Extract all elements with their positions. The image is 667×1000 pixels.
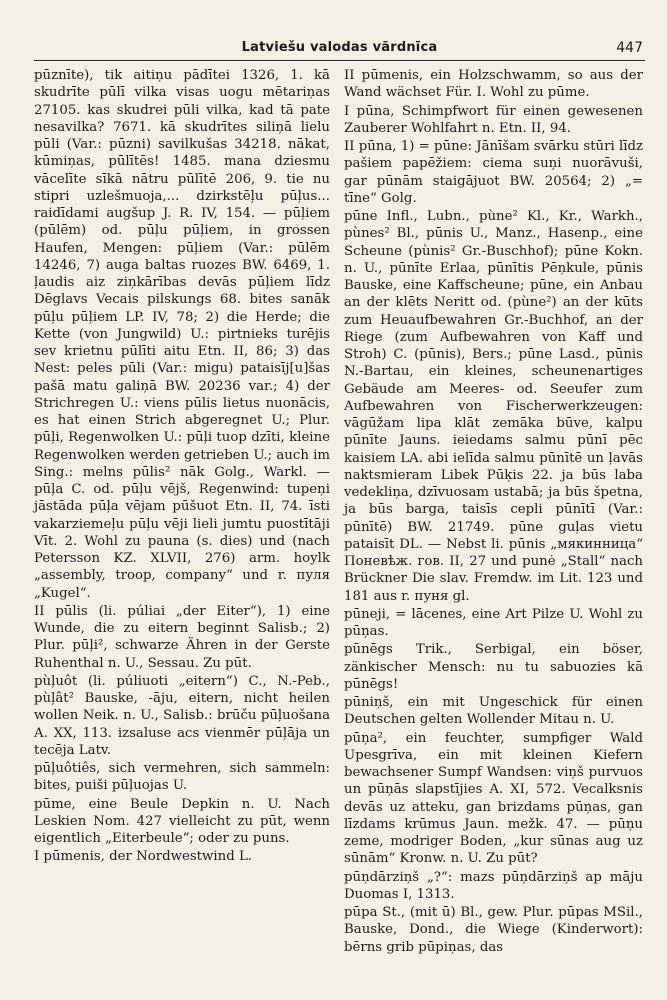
entry-text: II pūmenis, ein Holzschwamm, so aus der Wand wächset Für. I. Wohl zu pūme. — [344, 68, 643, 101]
entry-text: pūne Infl., Lubn., pùne² Kl., Kr., Warkh., pùnes² Bl., pūnis U., Manz., Hasenp., eine Scheune (pùnis² Gr.-Buschhof); pūne Kokn. n. U., pūnīte Erlaa, pūnītis Pēņkule, pūnis Bauske, eine Kaffscheune; pūne, ein Anbau an der klēts Neritt od. (pùne²) an der kūts zum Heuaufbewahren Gr.-Buchhof, an der Riege (zum Aufbewahren von Kaff und Stroh) C. (pūnis), Bers.; pūne Lasd., pūnis N.-Bartau, ein kleines, scheunenartiges Gebäude am Meeres- od. Seeufer zum Aufbewahren von Fischerwerkzeugen: vāgūžam lipa klāt zemāka būve, kalpu pūnīte Jauns. ieiedams salmu pūnī pēc kaisiem LA. abi ielīda salmu pūnītē un ļavās naktsmieram Libek Pūķis 22. ja būs laba vedekliņa, dzīvuosam ustabā; ja būs špetna, ja būs barga, taisīs cepli pūnītī (Var.: pūnītē) BW. 21749. pūne guļas vietu pataisīt DL. — Nebst li. pūnis „мякинница“ Поневѣж. гов. II, 27 und punė „Stall“ nach Brückner Die slav. Fremdw. im Lit. 123 und 181 aus r. пуня gl. — [344, 209, 643, 604]
entry-text: pūznīte), tik aitiņu pādītei 1326, 1. kā skudrīte pūlī vilka visas uogu mētariņas 27105. kas skudrei pūli vilka, kad tā pate nesavilka? 7671. kā skudrītes siliņā lielu pūli (Var.: pūzni) savilkušas 34218. nākat, kūmiņas, pūlītēs! 1485. mana dziesmu vācelīte sīkā nātru pūlītē 206, 9. tie nu stipri uzlešmuoja,... dzirkstēļu pūļus... raidīdami augšup J. R. IV, 154. — pūļiem (pūlēm) od. pūļu pūļiem, in grossen Haufen, Mengen: pūļiem (Var.: pūlēm 14246, 7) auga baltas ruozes BW. 6469, 1. ļaudis aiz ziņkārības devās pūļiem līdz Dēglavs Vecais pilskungs 68. bites sanāk pūļu pūļiem LP. IV, 78; 2) die Herde; die Kette (von Jungwild) U.: pirtnieks turējis sev krietnu pūlīti aitu Etn. II, 86; 3) das Nest: peles pūli (Var.: migu) pataisīj[u]šas pašā matu galiņā BW. 20236 var.; 4) der Strichregen U.: viens pūlis lietus nuonācis, es hat einen Strich abgeregnet U.; Plur. pūļi, Regenwolken U.: pūļi tuop dzīti, kleine Regenwolken werden getrieben U.; auch im Sing.: melns pūlis² nāk Golg., Warkl. — pūļa C. od. pūļu vējš, Regenwind: tupeņi jāstāda pūļa vējam pūšuot Etn. II, 74. īsti vakarziemeļu pūļu vēji lieli jumtu puostītāji Vīt. 2. Wohl zu pauna (s. dies) und (nach Petersson KZ. XLVII, 276) arm. hoylk „assembly, troop, company“ und r. пуля „Kugel“. — [34, 68, 330, 601]
entry-text: pūņdārziņš „?“: mazs pūņdārziņš ap māju Duomas I, 1313. — [344, 869, 643, 902]
entry-text: pūpa St., (mit ū) Bl., gew. Plur. pūpas MSil., Bauske, Dond., die Wiege (Kinderwort): bērns grib pūpiņas, das — [344, 905, 643, 955]
two-column-body — [34, 67, 645, 956]
entry-text: pūņa², ein feuchter, sumpfiger Wald Upesgrīva, ein mit kleinen Kiefern bewachsener Sumpf Wandsen: viņš purvuos un pūņās slapstījies A. XI, 572. Vecalksnis devās uz atteku, gan brizdams pūņas, gan līzdams krūmus Jaun. mežk. 47. — pūņu zeme, modriger Boden, „kur sūnas aug uz sūnām“ Kronw. n. U. Zu pūt? — [344, 730, 643, 867]
entry-text: pūme, eine Beule Depkin n. U. Nach Leskien Nom. 427 vielleicht zu pūt, wenn eigentlich „Eiterbeule“; oder zu puns. — [34, 796, 330, 846]
entry-text: pūnēgs Trik., Serbigal, ein böser, zänkischer Mensch: nu tu sabuozies kā pūnēgs! — [344, 642, 643, 692]
entry-text: pūneji, = lācenes, eine Art Pilze U. Wohl zu pūņas. — [344, 606, 643, 639]
page-header — [34, 38, 645, 61]
entry-text: II pūlis (li. púliai „der Eiter“), 1) eine Wunde, die zu eitern beginnt Salisb.; 2) Plur. pūļi², schwarze Ähren in der Gerste Ruhenthal n. U., Sessau. Zu pūt. — [34, 603, 330, 671]
entry-text: pūniņš, ein mit Ungeschick für einen Deutschen gelten Wollender Mitau n. U. — [344, 695, 643, 728]
entry-text: I pūna, Schimpfwort für einen gewesenen Zauberer Wohlfahrt n. Etn. II, 94. — [344, 103, 643, 136]
entry-text: pùļuôt (li. púliuoti „eitern“) C., N.-Peb., pùļât² Bauske, -āju, eitern, nicht heilen wollen Neik. n. U., Salisb.: brūču pūļuošana A. XX, 113. izsaluse acs vienmēr pūļāja un tecēja Latv. — [34, 673, 330, 758]
entry-text: pūļuôtiês, sich vermehren, sich sammeln: bites, puiši pūļuojas U. — [34, 761, 330, 794]
entry-text: I pūmenis, der Nordwestwind L. — [34, 849, 253, 865]
left-column — [34, 67, 330, 956]
entry-text: II pūna, 1) = pūne: Jānīšam svārku stūri līdz pašiem papēžiem: ciema suņi nuorāvuši, gar pūnām staigājuot BW. 20564; 2) „= tīne“ Golg. — [344, 139, 643, 206]
running-title: Latviešu valodas vārdnīca — [241, 40, 438, 55]
right-column — [344, 67, 643, 956]
page-number: 447 — [616, 40, 643, 56]
